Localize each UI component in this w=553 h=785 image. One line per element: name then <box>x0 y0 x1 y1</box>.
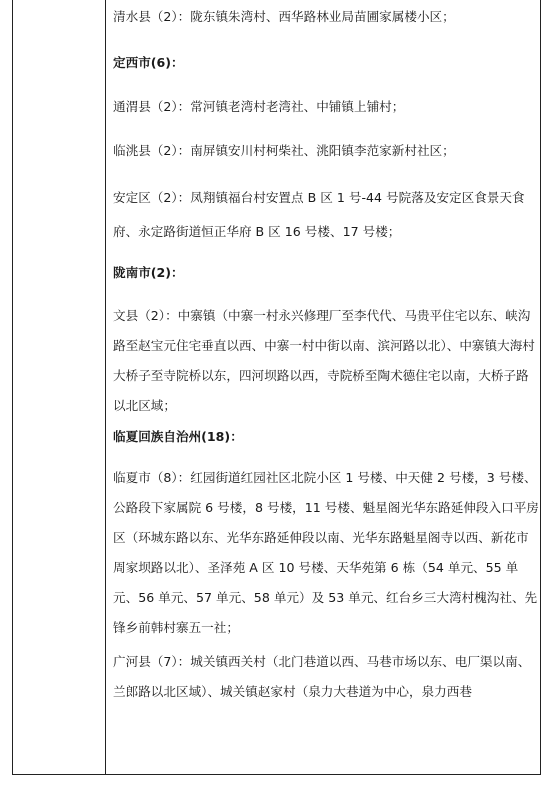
paragraph-linxia-city: 临夏市（8）：红园街道红园社区北院小区 1 号楼、中天健 2 号楼，3 号楼、公路段下家属院 6 号楼，8 号楼，11 号楼、魁星阁光华东路延伸段入口平房区（环城东路以东、光华东路延伸段以南、光华东路魁星阁寺以西、新花市周家坝路以北）、圣泽苑 A 区 10 号楼、天华苑第 6 栋（54 单元、55 单元、56 单元、57 单元、58 单元）及 53 单元、红台乡三大湾村槐沟社、先锋乡前韩村寨五一社； <box>113 470 539 635</box>
paragraph-qingshui: 清水县（2）：陇东镇朱湾村、西华路林业局苗圃家属楼小区； <box>113 9 455 24</box>
heading-linxia-prefecture: 临夏回族自治州(18)： <box>113 429 243 444</box>
paragraph-lintao: 临洮县（2）：南屏镇安川村柯柴社、洮阳镇李范家新村社区； <box>113 143 455 158</box>
content-cell <box>113 0 539 707</box>
paragraph-wenxian: 文县（2）：中寨镇（中寨一村永兴修理厂至李代代、马贵平住宅以东、峡沟路至赵宝元住宅垂直以西、中寨一村中街以南、滨河路以北）、中寨镇大海村大桥子至寺院桥以东，四河坝路以西，寺院桥至陶术德住宅以南，大桥子路以北区域； <box>113 308 535 413</box>
column-divider <box>105 0 106 774</box>
heading-longnan: 陇南市(2)： <box>113 265 184 280</box>
paragraph-tongwei: 通渭县（2）：常河镇老湾村老湾社、中铺镇上铺村； <box>113 99 405 114</box>
paragraph-anding: 安定区（2）：凤翔镇福台村安置点 B 区 1 号-44 号院落及安定区食景天食府、永定路街道恒正华府 B 区 16 号楼、17 号楼； <box>113 190 525 239</box>
paragraph-guanghe: 广河县（7）：城关镇西关村（北门巷道以西、马巷市场以东、电厂渠以南、兰郎路以北区域）、城关镇赵家村（泉力大巷道为中心，泉力西巷 <box>113 654 531 699</box>
heading-dingxi: 定西市(6)： <box>113 55 184 70</box>
table-frame <box>12 0 541 775</box>
